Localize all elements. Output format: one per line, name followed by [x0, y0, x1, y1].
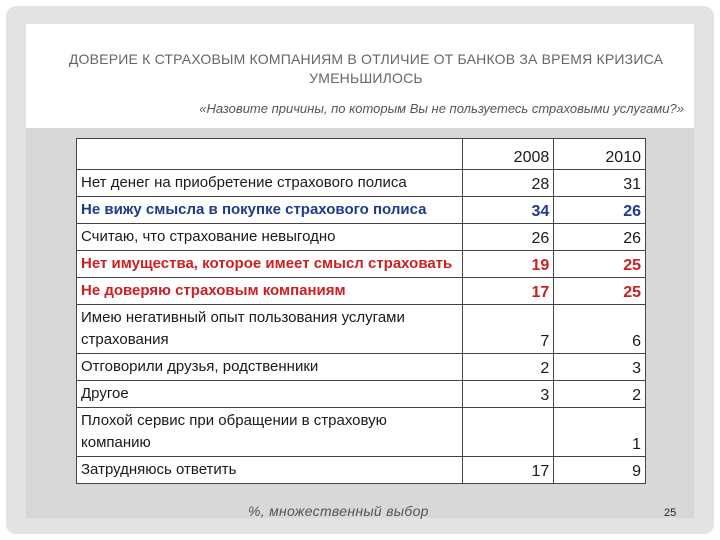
header-empty-cell: [77, 139, 463, 170]
header-2008: 2008: [462, 139, 554, 170]
table-row: [77, 170, 646, 197]
value-2010: 9: [554, 457, 646, 484]
value-2008: 3: [462, 381, 554, 408]
table-row: [77, 457, 646, 484]
table-row: [77, 305, 646, 354]
value-2008: 19: [462, 251, 554, 278]
row-label: Плохой сервис при обращении в страховую компанию: [77, 408, 463, 457]
value-2010: 2: [554, 381, 646, 408]
table-row: [77, 408, 646, 457]
value-2008: 17: [462, 457, 554, 484]
row-label: Отговорили друзья, родственники: [77, 354, 463, 381]
value-2008: 34: [462, 197, 554, 224]
value-2010: 6: [554, 305, 646, 354]
value-2010: 25: [554, 251, 646, 278]
value-2010: 3: [554, 354, 646, 381]
table-row: [77, 224, 646, 251]
value-2010: 25: [554, 278, 646, 305]
row-label: Нет имущества, которое имеет смысл страховать: [77, 251, 463, 278]
value-2010: 31: [554, 170, 646, 197]
row-label: Имею негативный опыт пользования услугами страхования: [77, 305, 463, 354]
table-row: [77, 381, 646, 408]
table-row: [77, 354, 646, 381]
table-header-row: [77, 139, 646, 170]
title-area: [26, 24, 694, 128]
row-label: Затрудняюсь ответить: [77, 457, 463, 484]
table-row: [77, 251, 646, 278]
slide-title: ДОВЕРИЕ К СТРАХОВЫМ КОМПАНИЯМ В ОТЛИЧИЕ ОТ БАНКОВ ЗА ВРЕМЯ КРИЗИСА УМЕНЬШИЛОСЬ: [68, 51, 664, 86]
slide-frame: [6, 6, 714, 534]
value-2008: 26: [462, 224, 554, 251]
value-2010: 26: [554, 197, 646, 224]
survey-table: [76, 138, 646, 484]
footnote: %, множественный выбор: [248, 503, 429, 519]
value-2008: [462, 408, 554, 457]
header-2010: 2010: [554, 139, 646, 170]
page-number: 25: [664, 507, 677, 519]
row-label: Не доверяю страховым компаниям: [77, 278, 463, 305]
value-2008: 28: [462, 170, 554, 197]
value-2008: 2: [462, 354, 554, 381]
slide-subtitle: «Назовите причины, по которым Вы не пользуетесь страховыми услугами?»: [199, 101, 684, 116]
row-label: Другое: [77, 381, 463, 408]
value-2010: 26: [554, 224, 646, 251]
row-label: Считаю, что страхование невыгодно: [77, 224, 463, 251]
table-row: [77, 197, 646, 224]
value-2008: 7: [462, 305, 554, 354]
value-2010: 1: [554, 408, 646, 457]
slide: [26, 24, 694, 518]
table-row: [77, 278, 646, 305]
row-label: Нет денег на приобретение страхового полиса: [77, 170, 463, 197]
row-label: Не вижу смысла в покупке страхового полиса: [77, 197, 463, 224]
value-2008: 17: [462, 278, 554, 305]
